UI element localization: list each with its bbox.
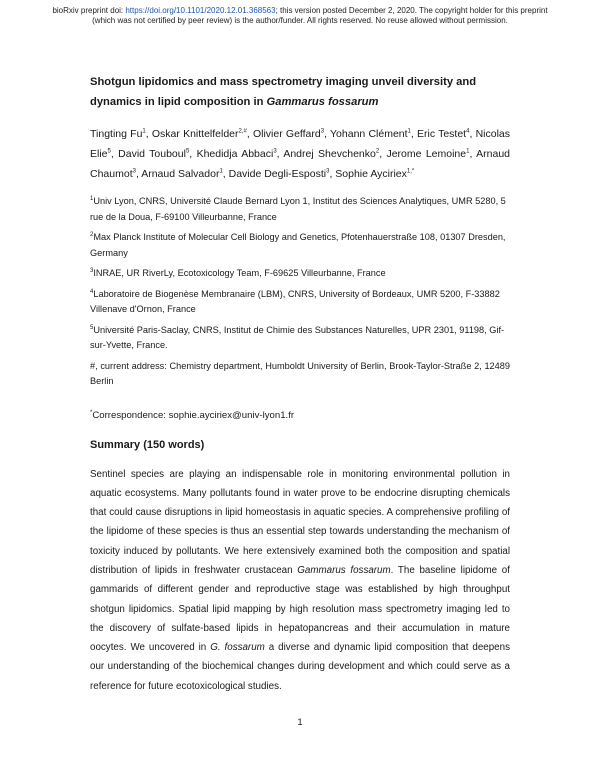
affiliation-number: 2 <box>90 231 94 238</box>
author-affiliation-mark: 4 <box>466 128 470 135</box>
doi-link[interactable]: https://doi.org/10.1101/2020.12.01.368563 <box>125 6 276 15</box>
summary-part2: . The baseline lipidome of gammarids of different gender and reproductive stage was established by high throughput shotgun lipidomics. Spatial lipid mapping by high resolution mass spectrometry imaging led to the discovery of sulfate-based lipids in hepatopancreas and their accumulation in mature oocytes. We uncovered in <box>90 564 510 654</box>
author <box>335 168 414 180</box>
author <box>118 148 196 160</box>
author-name: Olivier Geffard <box>252 128 321 140</box>
affiliation <box>90 230 510 261</box>
summary-part1: Sentinel species are playing an indispensable role in monitoring environmental pollution in aquatic ecosystems. Many pollutants found in water prove to be endocrine disrupting chemicals that could cause disruptions in lipid homeostasis in aquatic species. A comprehensive profiling of the lipidome of these species is thus an essential step towards understanding the mechanism of toxicity induced by pollutants. We here extensively examined both the composition and spatial distribution of lipids in freshwater crustacean <box>90 468 510 576</box>
preprint-notice-line2: (which was not certified by peer review) is the author/funder. All rights reserved. No reuse allowed without permission. <box>92 16 508 25</box>
affiliation <box>90 194 510 225</box>
author-separator: , <box>329 168 336 180</box>
current-address: #, current address: Chemistry department, Humboldt University of Berlin, Brook-Taylor-Straße 2, 12489 Berlin <box>90 360 510 386</box>
affiliation-list <box>90 194 510 354</box>
author-affiliation-mark: 3 <box>326 168 330 175</box>
affiliation <box>90 287 510 318</box>
author-name: Yohann Clément <box>330 128 408 140</box>
author-name: Tingting Fu <box>90 128 143 140</box>
author <box>283 148 386 160</box>
correspondence <box>90 408 510 423</box>
author-affiliation-mark: 5 <box>185 148 190 155</box>
title-main: Shotgun lipidomics and mass spectrometry imaging unveil diversity and dynamics in lipid composition in <box>90 76 477 108</box>
author-affiliation-mark: 3 <box>132 168 136 175</box>
author-separator: , <box>189 148 197 160</box>
author <box>417 128 476 140</box>
summary-species2: G. fossarum <box>210 642 265 654</box>
author-affiliation-mark: 1 <box>142 128 146 135</box>
summary-species1: Gammarus fossarum <box>297 564 391 576</box>
author-separator: , <box>410 128 417 140</box>
author <box>152 128 253 140</box>
author-affiliation-mark: 1 <box>407 128 411 135</box>
affiliation <box>90 323 510 354</box>
affiliation-text: Max Planck Institute of Molecular Cell Biology and Genetics, Pfotenhauerstraße 108, 01307 Dresden, Germany <box>90 232 506 258</box>
author <box>229 168 336 180</box>
author-name: Nicolas Elie <box>90 128 510 160</box>
paper-body <box>90 72 510 696</box>
affiliation-text: Univ Lyon, CNRS, Université Claude Bernard Lyon 1, Institut des Sciences Analytiques, UMR 5280, 5 rue de la Doua, F-69100 Villeurbanne, France <box>90 196 506 222</box>
affiliation-text: INRAE, UR RiverLy, Ecotoxicology Team, F-69625 Villeurbanne, France <box>93 268 386 278</box>
author-separator: , <box>379 148 387 160</box>
author-name: Arnaud Salvador <box>141 168 220 180</box>
author-separator: , <box>246 128 253 140</box>
affiliation <box>90 266 510 282</box>
author-affiliation-mark: 3 <box>320 128 325 135</box>
author-affiliation-mark: 1,* <box>406 168 415 175</box>
author-affiliation-mark: 2,# <box>238 128 247 135</box>
author <box>330 128 417 140</box>
affiliation-number: 1 <box>90 195 94 202</box>
author-affiliation-mark: 2 <box>375 148 380 155</box>
author-separator: , <box>276 148 284 160</box>
author-name: Khedidja Abbaci <box>196 148 274 160</box>
author-name: Arnaud Chaumot <box>90 148 510 180</box>
correspondence-text: Correspondence: sophie.ayciriex@univ-lyon1.fr <box>92 409 295 421</box>
author-affiliation-mark: 1 <box>219 168 223 175</box>
author <box>141 168 228 180</box>
paper-title <box>90 72 510 112</box>
affiliation-number: 5 <box>90 324 94 331</box>
author-name: Oskar Knittelfelder <box>151 128 239 140</box>
title-species: Gammarus fossarum <box>266 96 379 108</box>
author-name: Andrej Shevchenko <box>283 148 376 160</box>
affiliation-text: Laboratoire de Biogenèse Membranaire (LBM), CNRS, University of Bordeaux, UMR 5200, F-33882 Villenave d'Ornon, France <box>90 288 500 314</box>
author-name: Sophie Ayciriex <box>335 168 407 180</box>
summary-text <box>90 465 510 697</box>
affiliation-number: 3 <box>90 267 94 274</box>
author-name: Eric Testet <box>417 128 467 140</box>
author-separator: , <box>222 168 229 180</box>
author-separator: , <box>145 128 152 140</box>
author <box>197 148 284 160</box>
preprint-notice <box>0 6 600 26</box>
author-separator: , <box>135 168 142 180</box>
page-number: 1 <box>297 717 303 728</box>
author-name: Davide Degli-Esposti <box>228 168 327 180</box>
author-affiliation-mark: 1 <box>466 148 470 155</box>
summary-heading: Summary (150 words) <box>90 438 205 451</box>
summary-part3: a diverse and dynamic lipid composition that deepens our understanding of the biochemical changes during development and which could serve as a reference for future ecotoxicological studies. <box>90 642 510 692</box>
author-name: David Touboul <box>118 148 186 160</box>
affiliation-number: 4 <box>90 288 94 295</box>
notice-suffix: ; this version posted December 2, 2020. The copyright holder for this preprint <box>275 6 548 15</box>
author-separator: , <box>469 148 477 160</box>
author <box>253 128 330 140</box>
preprint-notice-line1 <box>0 6 600 16</box>
correspondence-mark: * <box>90 409 93 416</box>
notice-prefix: bioRxiv preprint doi: <box>52 6 126 15</box>
author-name: Jerome Lemoine <box>386 148 467 160</box>
affiliation-text: Université Paris-Saclay, CNRS, Institut de Chimie des Substances Naturelles, UPR 2301, 91198, Gif-sur-Yvette, France. <box>90 324 505 350</box>
author-separator: , <box>324 128 331 140</box>
author-list <box>90 124 510 184</box>
author-separator: , <box>469 128 476 140</box>
author-affiliation-mark: 3 <box>273 148 277 155</box>
author-separator: , <box>110 148 119 160</box>
author <box>386 148 476 160</box>
author-affiliation-mark: 5 <box>107 148 111 155</box>
author <box>90 128 152 140</box>
